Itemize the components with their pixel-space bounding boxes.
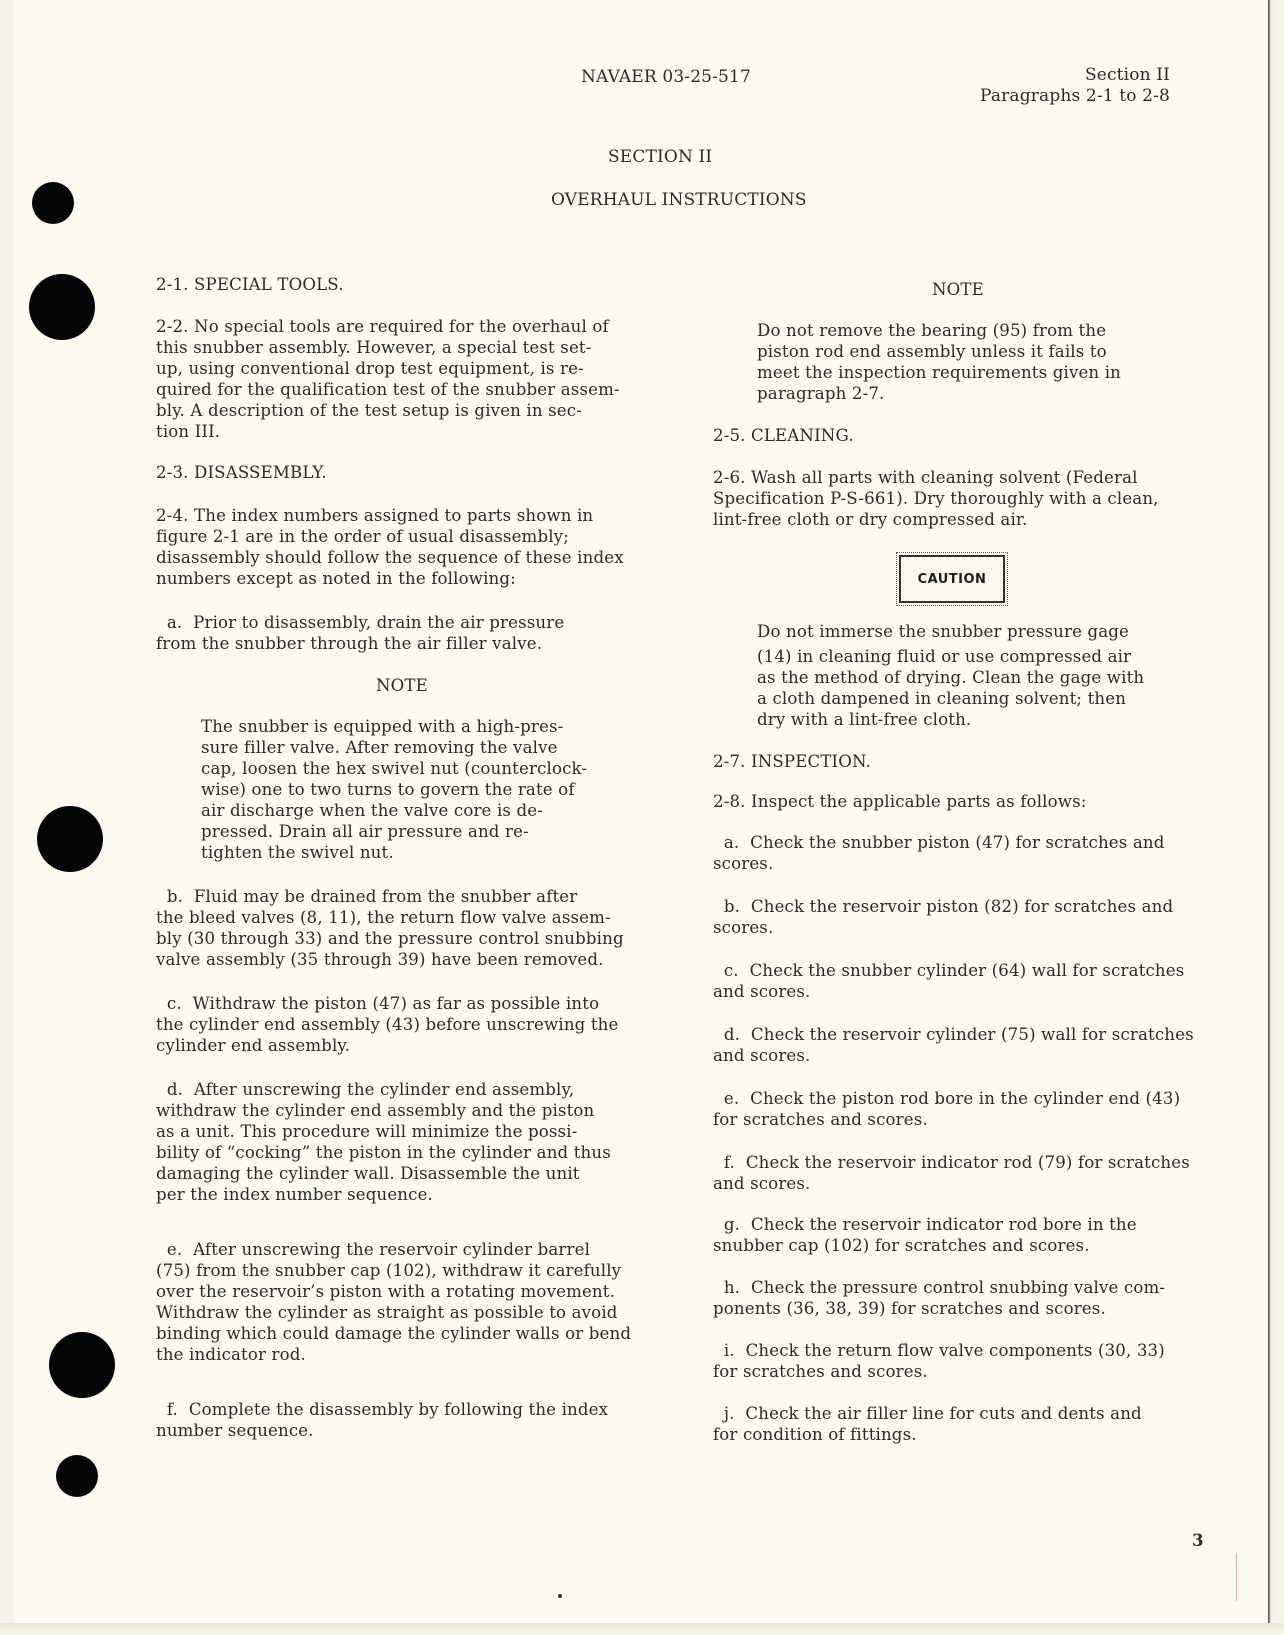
section-title: SECTION II: [608, 147, 713, 167]
check-item: c. Check the snubber cylinder (64) wall for scratches: [713, 961, 1185, 980]
text-line: bility of “cocking” the piston in the cylinder and thus: [156, 1143, 611, 1162]
document-number: NAVAER 03-25-517: [581, 67, 751, 87]
text-line: paragraph 2-7.: [757, 384, 885, 403]
check-item: f. Check the reservoir indicator rod (79) for scratches: [713, 1153, 1190, 1172]
text-line: for scratches and scores.: [713, 1110, 928, 1129]
page-edge-bottom: [0, 1623, 1284, 1635]
text-line: damaging the cylinder wall. Disassemble the unit: [156, 1164, 580, 1183]
check-item: i. Check the return flow valve components (30, 33): [713, 1341, 1165, 1360]
text-line: (75) from the snubber cap (102), withdraw it carefully: [156, 1261, 622, 1280]
text-line: binding which could damage the cylinder walls or bend: [156, 1324, 632, 1343]
caution-label: CAUTION: [917, 571, 987, 587]
text-line: bly (30 through 33) and the pressure control snubbing: [156, 929, 624, 948]
text-line: pressed. Drain all air pressure and re-: [201, 822, 529, 841]
text-line: f. Complete the disassembly by following the index: [156, 1400, 609, 1419]
text-line: wise) one to two turns to govern the rate of: [201, 780, 575, 799]
paragraph-heading-inspection: 2-7. INSPECTION.: [713, 752, 872, 771]
text-line: Do not remove the bearing (95) from the: [757, 321, 1107, 340]
text-line: tion III.: [156, 422, 221, 441]
text-line: and scores.: [713, 982, 811, 1001]
paragraph-range: Paragraphs 2-1 to 2-8: [980, 86, 1170, 106]
text-line: for condition of fittings.: [713, 1425, 917, 1444]
text-line: ponents (36, 38, 39) for scratches and scores.: [713, 1299, 1106, 1318]
punch-hole-icon: [56, 1455, 98, 1497]
text-line: a cloth dampened in cleaning solvent; then: [757, 689, 1127, 708]
text-line: cap, loosen the hex swivel nut (counterclock-: [201, 759, 588, 778]
text-line: Withdraw the cylinder as straight as possible to avoid: [156, 1303, 618, 1322]
text-line: e. After unscrewing the reservoir cylinder barrel: [156, 1240, 591, 1259]
page-edge-right: [1268, 0, 1284, 1635]
scan-speck: [558, 1594, 562, 1598]
text-line: meet the inspection requirements given in: [757, 363, 1121, 382]
paragraph-heading-cleaning: 2-5. CLEANING.: [713, 426, 854, 445]
text-line: lint-free cloth or dry compressed air.: [713, 510, 1028, 529]
text-line: this snubber assembly. However, a special test set-: [156, 338, 592, 357]
text-line: scores.: [713, 854, 774, 873]
text-line: and scores.: [713, 1174, 811, 1193]
check-item: e. Check the piston rod bore in the cylinder end (43): [713, 1089, 1181, 1108]
text-line: Do not immerse the snubber pressure gage: [757, 622, 1130, 641]
text-line: The snubber is equipped with a high-pres-: [201, 717, 564, 736]
text-line: dry with a lint-free cloth.: [757, 710, 972, 729]
text-line: for scratches and scores.: [713, 1362, 928, 1381]
text-line: numbers except as noted in the following:: [156, 569, 516, 588]
text-line: the indicator rod.: [156, 1345, 306, 1364]
text-line: air discharge when the valve core is de-: [201, 801, 543, 820]
text-line: quired for the qualification test of the snubber assem-: [156, 380, 620, 399]
page-edge-left: [0, 0, 13, 1635]
text-line: bly. A description of the test setup is given in sec-: [156, 401, 582, 420]
paragraph-heading-disassembly: 2-3. DISASSEMBLY.: [156, 463, 327, 482]
text-line: b. Fluid may be drained from the snubber after: [156, 887, 578, 906]
text-line: Specification P-S-661). Dry thoroughly with a clean,: [713, 489, 1159, 508]
check-item: h. Check the pressure control snubbing valve com-: [713, 1278, 1166, 1297]
scan-mark: [1236, 1553, 1237, 1601]
text-line: tighten the swivel nut.: [201, 843, 394, 862]
paragraph-2-8: 2-8. Inspect the applicable parts as follows:: [713, 792, 1087, 811]
text-line: 2-2. No special tools are required for the overhaul of: [156, 317, 609, 336]
check-item: b. Check the reservoir piston (82) for scratches and: [713, 897, 1174, 916]
text-line: c. Withdraw the piston (47) as far as possible into: [156, 994, 600, 1013]
text-line: valve assembly (35 through 39) have been removed.: [156, 950, 604, 969]
check-item: g. Check the reservoir indicator rod bore in the: [713, 1215, 1137, 1234]
punch-hole-icon: [37, 806, 103, 872]
text-line: the bleed valves (8, 11), the return flow valve assem-: [156, 908, 611, 927]
paragraph-heading-special-tools: 2-1. SPECIAL TOOLS.: [156, 275, 344, 294]
text-line: sure filler valve. After removing the valve: [201, 738, 558, 757]
punch-hole-icon: [29, 274, 95, 340]
text-line: figure 2-1 are in the order of usual disassembly;: [156, 527, 569, 546]
punch-hole-icon: [49, 1332, 115, 1398]
text-line: cylinder end assembly.: [156, 1036, 351, 1055]
text-line: (14) in cleaning fluid or use compressed air: [757, 647, 1132, 666]
text-line: from the snubber through the air filler valve.: [156, 634, 543, 653]
text-line: a. Prior to disassembly, drain the air pressure: [156, 613, 565, 632]
section-reference: Section II: [1084, 65, 1170, 85]
note-label: NOTE: [376, 676, 428, 695]
text-line: as the method of drying. Clean the gage with: [757, 668, 1145, 687]
check-item: a. Check the snubber piston (47) for scratches and: [713, 833, 1165, 852]
text-line: per the index number sequence.: [156, 1185, 433, 1204]
text-line: and scores.: [713, 1046, 811, 1065]
caution-badge: [899, 555, 1005, 603]
text-line: the cylinder end assembly (43) before unscrewing the: [156, 1015, 619, 1034]
text-line: 2-6. Wash all parts with cleaning solvent (Federal: [713, 468, 1138, 487]
note-label: NOTE: [932, 280, 984, 299]
text-line: as a unit. This procedure will minimize the possi-: [156, 1122, 578, 1141]
page-heading: OVERHAUL INSTRUCTIONS: [551, 190, 807, 210]
text-line: up, using conventional drop test equipment, is re-: [156, 359, 584, 378]
text-line: number sequence.: [156, 1421, 314, 1440]
text-line: piston rod end assembly unless it fails to: [757, 342, 1107, 361]
page-number: 3: [1192, 1530, 1204, 1550]
text-line: over the reservoir’s piston with a rotating movement.: [156, 1282, 616, 1301]
text-line: scores.: [713, 918, 774, 937]
check-item: d. Check the reservoir cylinder (75) wall for scratches: [713, 1025, 1194, 1044]
text-line: d. After unscrewing the cylinder end assembly,: [156, 1080, 575, 1099]
text-line: snubber cap (102) for scratches and scores.: [713, 1236, 1090, 1255]
text-line: withdraw the cylinder end assembly and the piston: [156, 1101, 595, 1120]
punch-hole-icon: [32, 182, 74, 224]
text-line: 2-4. The index numbers assigned to parts shown in: [156, 506, 594, 525]
check-item: j. Check the air filler line for cuts and dents and: [713, 1404, 1142, 1423]
text-line: disassembly should follow the sequence of these index: [156, 548, 624, 567]
